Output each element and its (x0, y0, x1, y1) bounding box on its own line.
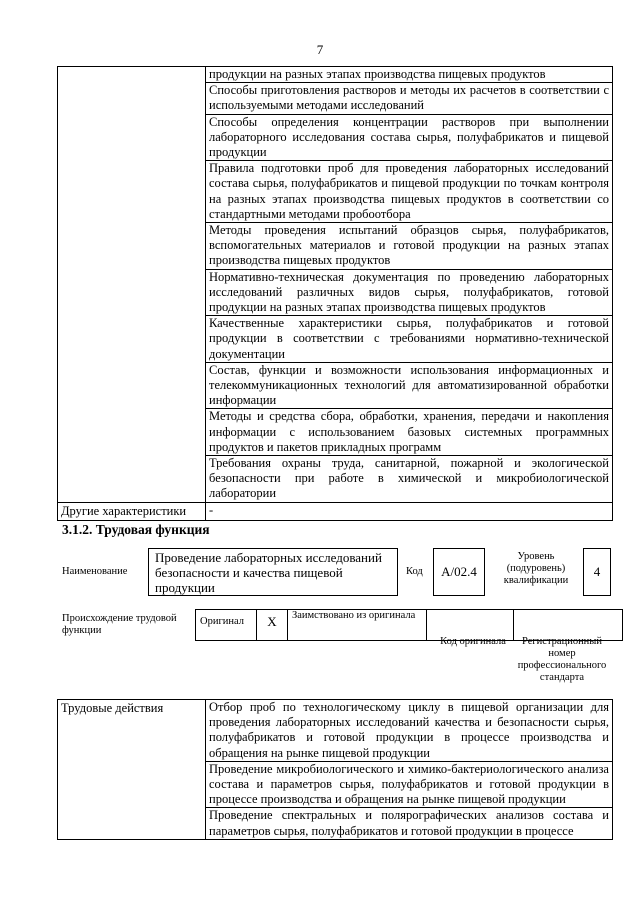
origin-label: Происхождение трудовой функции (62, 613, 177, 636)
function-code-box: А/02.4 (433, 548, 485, 596)
original-label: Оригинал (196, 610, 257, 641)
knowledge-row: Нормативно-техническая документация по проведению лабораторных исследований различных видов сырья, полуфабрикатов, готовой продукции на разных этапах производства пищевых продуктов (206, 269, 613, 316)
level-label: Уровень (подуровень) квалификации (503, 551, 569, 586)
other-characteristics-label: Другие характеристики (58, 502, 206, 520)
name-label: Наименование (62, 566, 128, 577)
actions-table (57, 699, 613, 840)
knowledge-row: продукции на разных этапах производства пищевых продуктов (206, 67, 613, 83)
borrowed-label: Заимствовано из оригинала (288, 610, 427, 641)
section-title: 3.1.2. Трудовая функция (62, 522, 210, 537)
page-number: 7 (316, 42, 324, 57)
qualification-level-box: 4 (583, 548, 611, 596)
reg-caption: Регистрационный номер профессионального стандарта (517, 636, 607, 683)
knowledge-row: Правила подготовки проб для проведения лабораторных исследований состава сырья, полуфабрикатов и пищевой продукции по точкам контроля на разных этапах производства пищевых продуктов в соответствии со стандартными методами пробоотбора (206, 161, 613, 223)
knowledge-row: Способы приготовления растворов и методы их расчетов в соответствии с используемыми методами исследований (206, 83, 613, 114)
knowledge-table (57, 66, 613, 521)
original-mark: X (257, 610, 288, 641)
action-row: Проведение спектральных и полярографических анализов состава и параметров сырья, полуфабрикатов и готовой продукции в процессе (206, 808, 613, 839)
code-caption: Код оригинала (440, 636, 506, 647)
action-row: Отбор проб по технологическому циклу в пищевой организации для проведения лабораторных исследований качества и безопасности сырья, полуфабрикатов и готовой продукции в процессе производства и обращения на рынке пищевой продукции (206, 700, 613, 762)
function-name-box: Проведение лабораторных исследований безопасности и качества пищевой продукции (148, 548, 398, 596)
knowledge-row: Методы проведения испытаний образцов сырья, полуфабрикатов, вспомогательных материалов и готовой продукции на разных этапах производства пищевых продуктов (206, 223, 613, 270)
knowledge-row: Требования охраны труда, санитарной, пожарной и экологической безопасности при работе в химической и микробиологической лаборатории (206, 456, 613, 503)
actions-label: Трудовые действия (58, 700, 206, 840)
knowledge-row: Состав, функции и возможности использования информационных и телекоммуникационных технологий для автоматизированной обработки информации (206, 362, 613, 409)
knowledge-label-cell (58, 67, 206, 503)
code-label: Код (406, 566, 423, 577)
knowledge-row: Методы и средства сбора, обработки, хранения, передачи и накопления информации с использованием базовых системных программных продуктов и пакетов прикладных программ (206, 409, 613, 456)
other-characteristics-value: - (206, 502, 613, 520)
knowledge-row: Качественные характеристики сырья, полуфабрикатов и готовой продукции в соответствии с требованиями нормативно-технической документации (206, 316, 613, 363)
action-row: Проведение микробиологического и химико-бактериологического анализа состава и параметров сырья, полуфабрикатов и готовой продукции в процессе производства и обращения на рынке пищевой продукции (206, 761, 613, 808)
knowledge-row: Способы определения концентрации растворов при выполнении лабораторного исследования состава сырья, полуфабрикатов и пищевой продукции (206, 114, 613, 161)
